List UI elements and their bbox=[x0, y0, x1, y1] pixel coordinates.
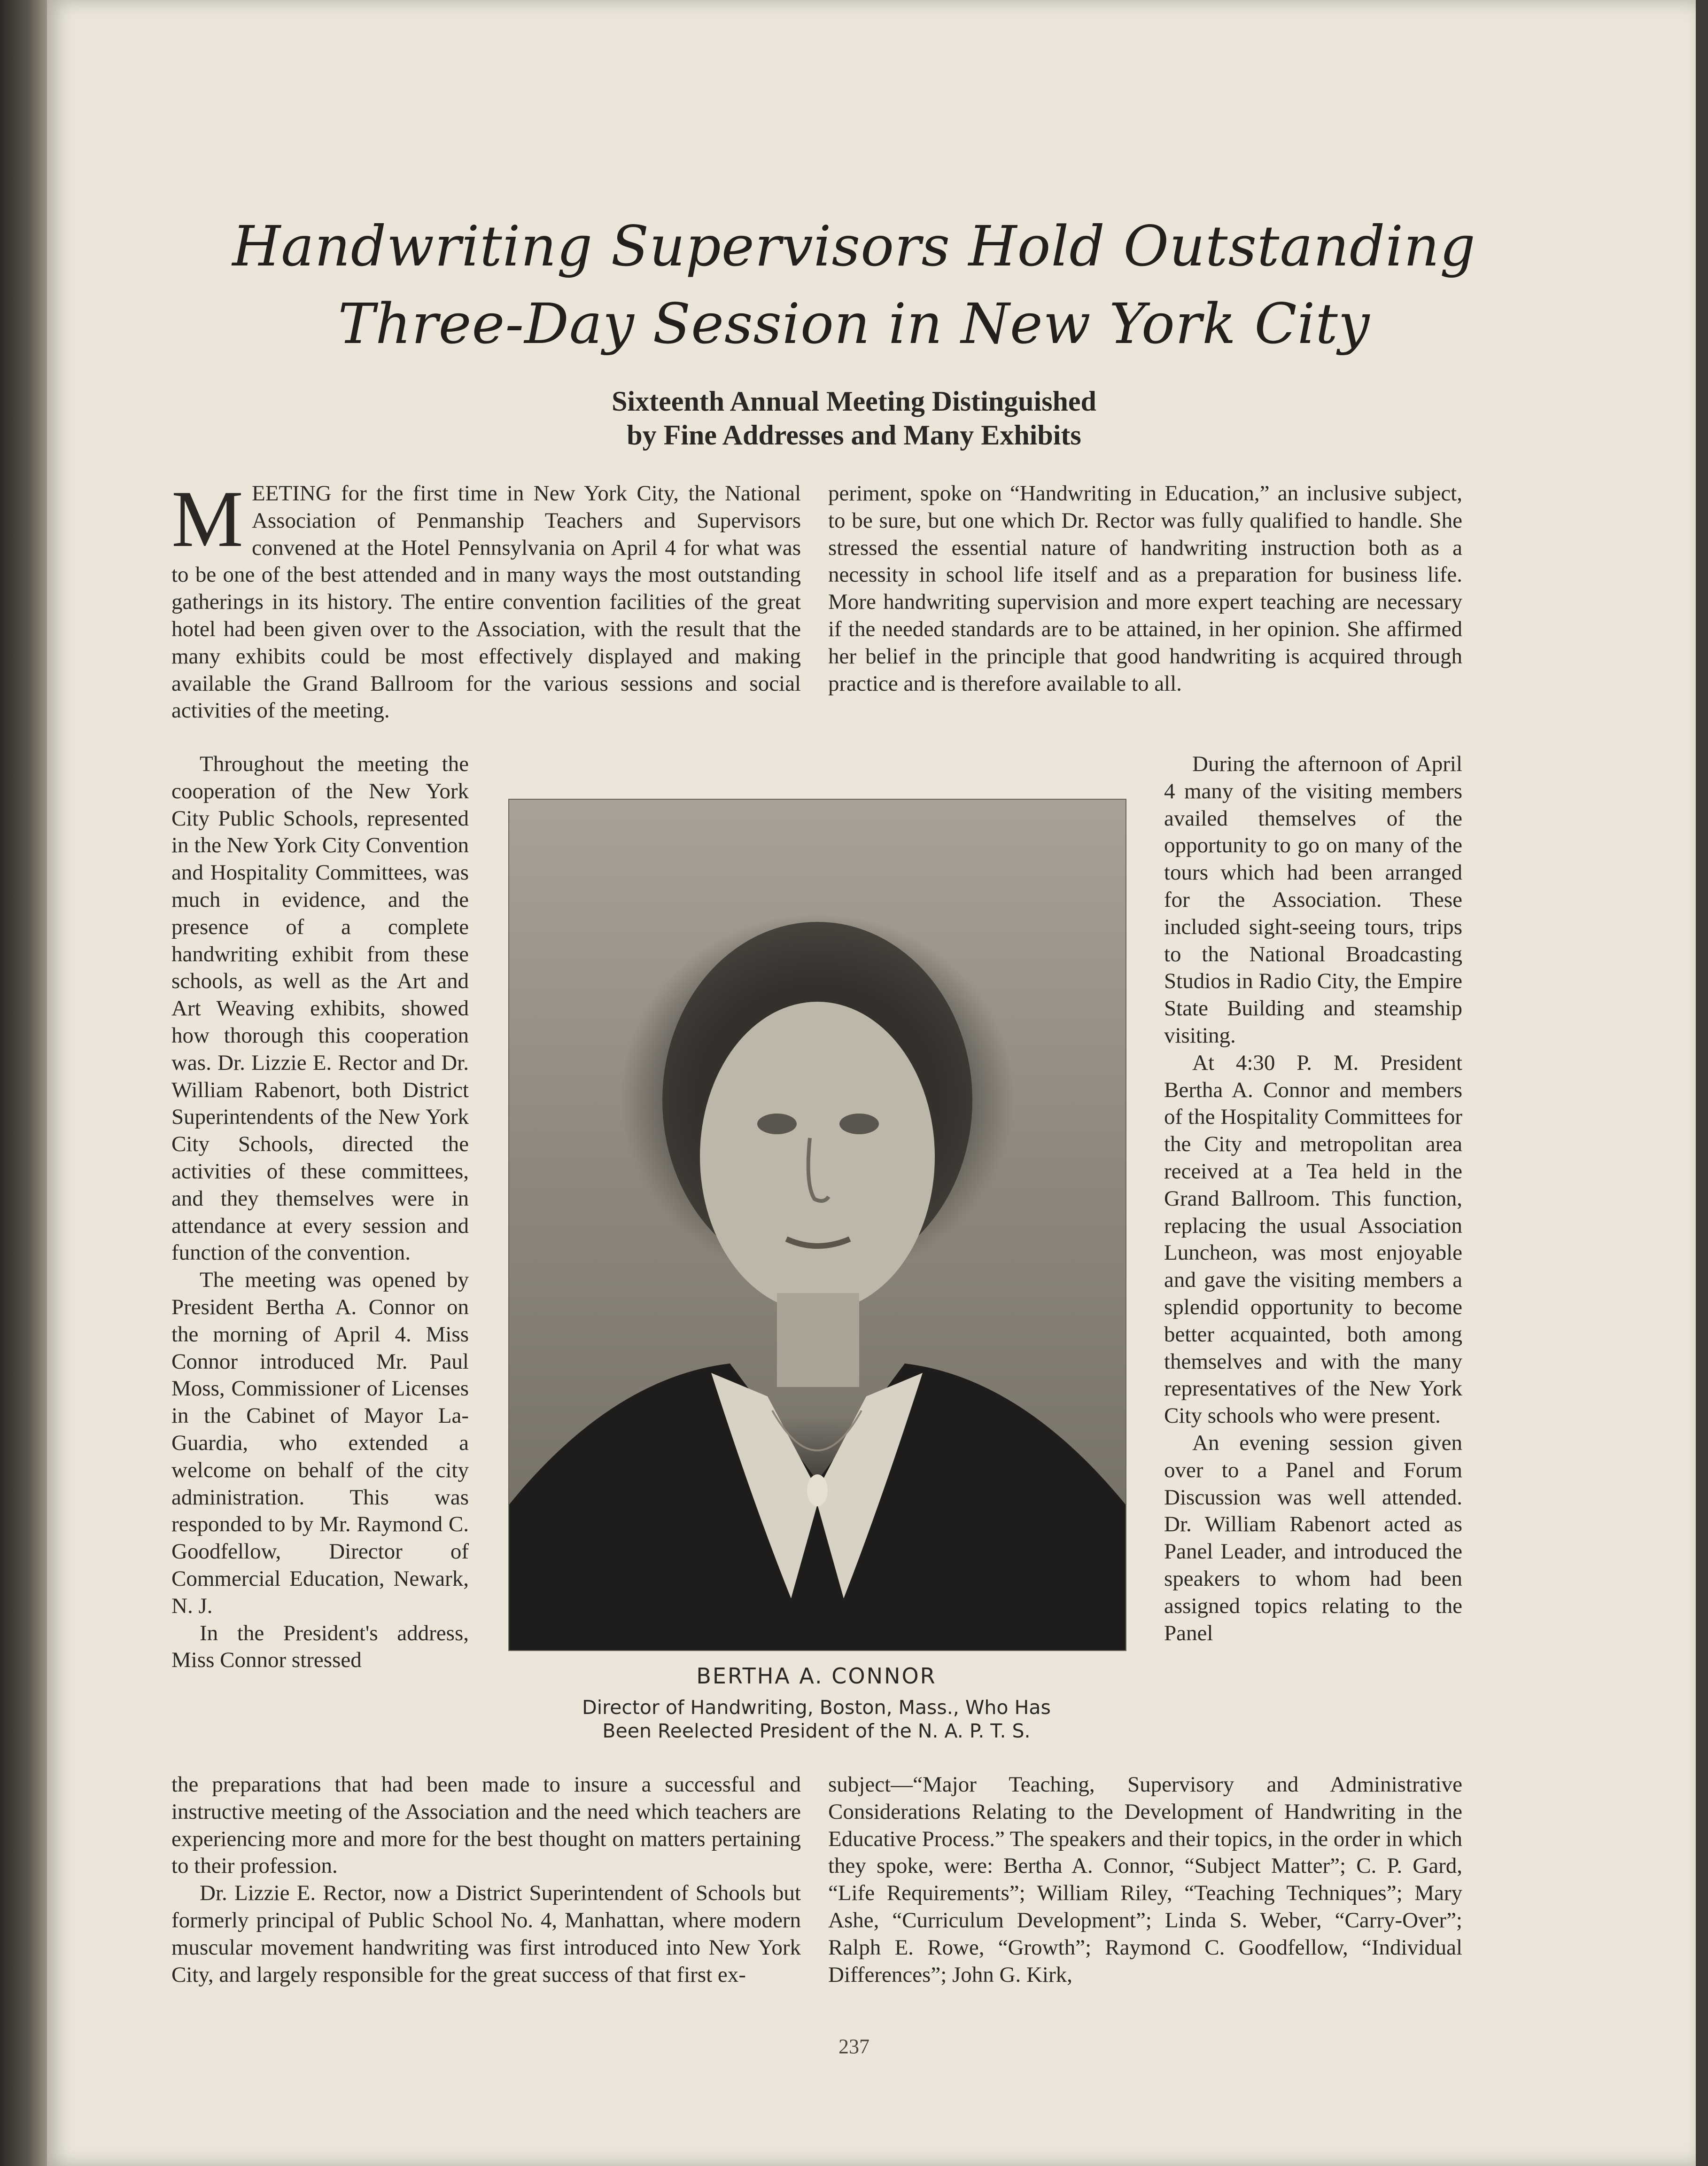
paragraph-rector-continued: periment, spoke on “Handwriting in Education,” an inclusive subject, to be sure, but one which Dr. Rector was fully qualified to handle. She stressed the essential nature of handwriting instruction both as a necessity in school life itself and as a preparation for business life. More handwriting supervision and more expert teaching are necessary if the needed standards are to be attained, in her opinion. She affirmed her belief in the principle that good handwriting is acquired through practice and is therefore available to all. bbox=[828, 481, 1462, 696]
paragraph-rector: Dr. Lizzie E. Rector, now a District Superintendent of Schools but formerly principal of Public School No. 4, Manhattan, where modern muscular movement handwriting was first introduced into New York City, and largely responsible for the great success of that first ex- bbox=[171, 1881, 801, 1987]
right-column-bottom bbox=[828, 1771, 1462, 1988]
right-column-top bbox=[828, 480, 1462, 697]
paragraph-cooperation: Throughout the meeting the cooperation of the New York City Public Schools, represented in the New York City Convention and Hospitality Committees, was much in evidence, and the presence of a complete handwriting exhibit from these schools, as well as the Art and Art Weaving exhibits, showed how thorough this cooperation was. Dr. Lizzie E. Rector and Dr. William Rabenort, both District Superintendents of the New York City Schools, directed the activities of these committees, and they themselves were in attendance at every session and function of the convention. bbox=[171, 752, 469, 1265]
paragraph-president-address-start: In the President's address, Miss Connor stressed bbox=[171, 1621, 469, 1673]
left-column-bottom bbox=[171, 1771, 801, 1988]
subheadline-line-2: by Fine Addresses and Many Exhibits bbox=[627, 420, 1081, 451]
page-number: 237 bbox=[838, 2035, 870, 2058]
paragraph-evening-session-start: An evening session given over to a Panel and Forum Discussion was well attended. Dr. William Rabenort acted as Panel Leader, and introduced the speakers to whom had been assigned topics relating to the Panel bbox=[1164, 1430, 1462, 1645]
photo-caption-line-2: Been Reelected President of the N. A. P. T. S. bbox=[602, 1720, 1031, 1742]
portrait-photo bbox=[508, 799, 1126, 1651]
paragraph-tea: At 4:30 P. M. President Bertha A. Connor and members of the Hospitality Committees for the City and metropolitan area received at a Tea held in the Grand Ballroom. This function, replacing the usual Association Luncheon, was most enjoyable and gave the visiting members a splendid opportunity to become better acquainted, both among themselves and with the many representatives of the New York City schools who were present. bbox=[1164, 1050, 1462, 1428]
right-column-narrow bbox=[1164, 751, 1462, 1647]
photo-caption-line-1: Director of Handwriting, Boston, Mass., Who Has bbox=[582, 1696, 1051, 1719]
photo-caption-name: BERTHA A. CONNOR bbox=[696, 1663, 937, 1689]
paragraph-opening-text: EETING for the first time in New York City, the National Association of Penmanship Teachers and Supervisors convened at the Hotel Pennsylvania on April 4 for what was to be one of the best attended and in many ways the most outstanding gatherings in its history. The entire convention facilities of the great hotel had been given over to the Association, with the result that the many exhibits could be most effectively displayed and making available the Grand Ballroom for the various sessions and social activities of the meeting. bbox=[171, 481, 801, 723]
subheadline-line-1: Sixteenth Annual Meeting Distinguished bbox=[612, 386, 1096, 417]
portrait-illustration bbox=[509, 800, 1126, 1650]
left-column-top bbox=[171, 475, 801, 725]
headline-line-1: Handwriting Supervisors Hold Outstanding bbox=[232, 214, 1476, 279]
paragraph-evening-session-end: subject—“Major Teaching, Supervisory and Administrative Considerations Relating to the Development of Handwriting in the Educative Process.” The speakers and their topics, in the order in which they spoke, were: Bertha A. Connor, “Subject Matter”; C. P. Gard, “Life Requirements”; William Riley, “Teaching Techniques”; Mary Ashe, “Curriculum Development”; Linda S. Weber, “Carry-Over”; Ralph E. Rowe, “Growth”; Raymond C. Goodfellow, “Individual Differences”; John G. Kirk, bbox=[828, 1772, 1462, 1987]
paragraph-afternoon-tours: During the afternoon of April 4 many of the visiting members availed themselves of the opportunity to go on many of the tours which had been arranged for the Association. These included sight-seeing tours, trips to the National Broadcasting Studios in Radio City, the Empire State Building and steamship visiting. bbox=[1164, 752, 1462, 1048]
paragraph-opening bbox=[171, 475, 801, 725]
drop-cap: M bbox=[171, 475, 243, 564]
left-column-narrow bbox=[171, 751, 469, 1674]
headline-line-2: Three-Day Session in New York City bbox=[338, 291, 1370, 356]
paragraph-president-address-end: the preparations that had been made to insure a successful and instructive meeting of the Association and the need which teachers are experiencing more and more for the best thought on matters pertaining to their profession. bbox=[171, 1772, 801, 1878]
paragraph-opening-session: The meeting was opened by President Bertha A. Connor on the morning of April 4. Miss Connor introduced Mr. Paul Moss, Commissioner of Licenses in the Cabinet of Mayor La-Guardia, who extended a welcome on behalf of the city administration. This was responded to by Mr. Raymond C. Goodfellow, Director of Commercial Education, Newark, N. J. bbox=[171, 1268, 469, 1618]
